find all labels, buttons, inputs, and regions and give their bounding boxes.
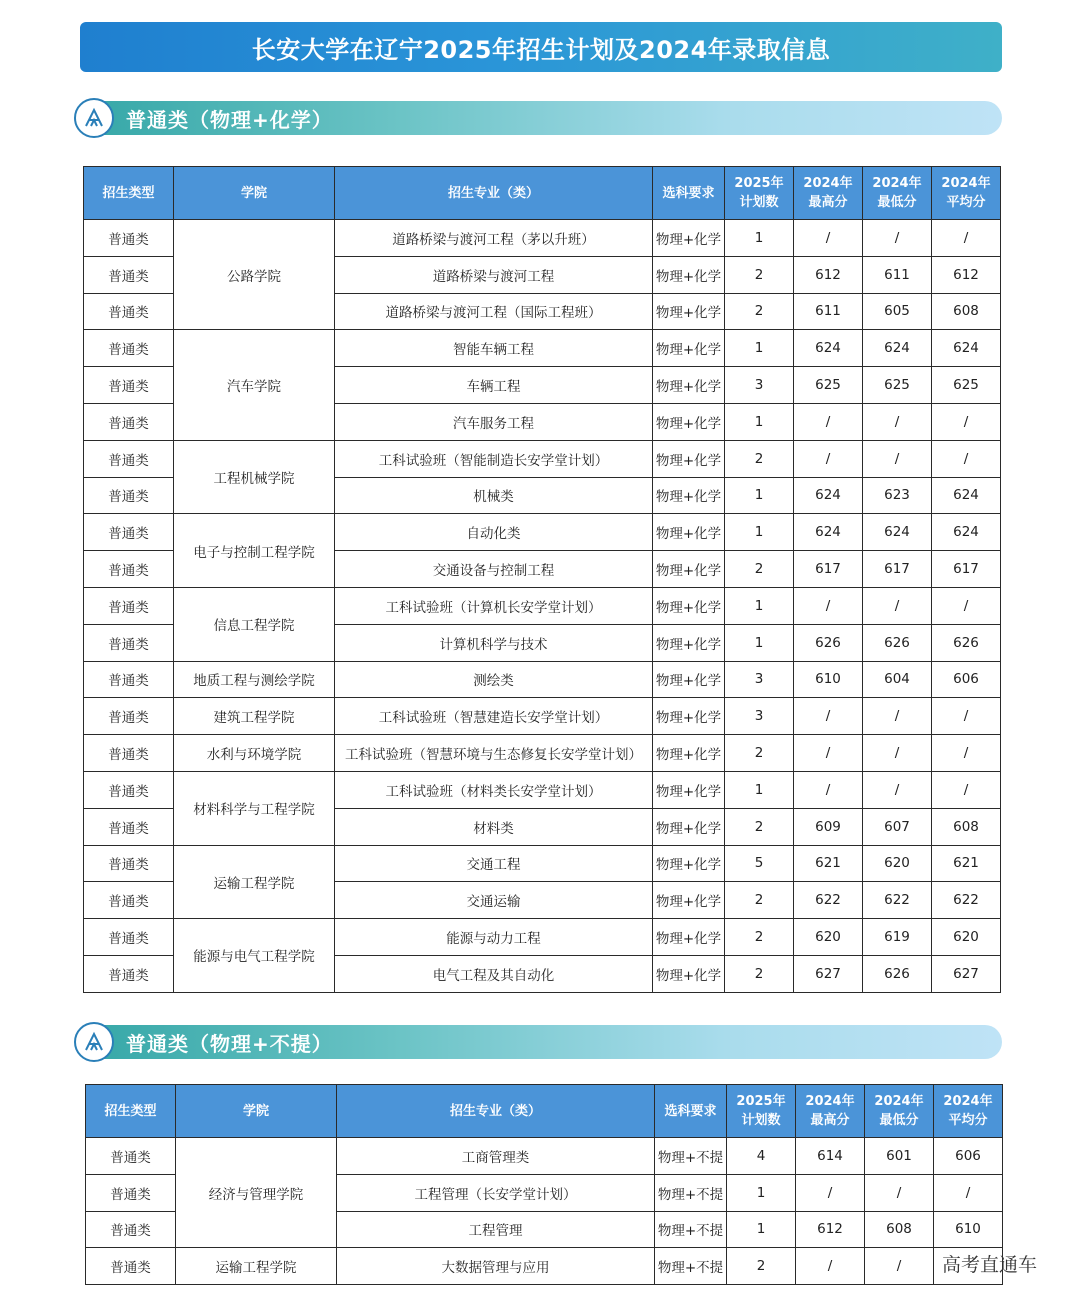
header-line: 选科要求 bbox=[664, 1103, 717, 1119]
cell-type: 普通类 bbox=[84, 440, 174, 477]
cell-type: 普通类 bbox=[84, 661, 174, 698]
cell-subject: 物理+化学 bbox=[653, 771, 725, 808]
cell-subject: 物理+化学 bbox=[653, 367, 725, 404]
cell-major: 交通工程 bbox=[335, 845, 653, 882]
cell-min: 607 bbox=[863, 808, 932, 845]
cell-max: / bbox=[794, 771, 863, 808]
table-row bbox=[84, 587, 1001, 624]
cell-avg: 624 bbox=[932, 514, 1001, 551]
cell-college: 能源与电气工程学院 bbox=[174, 919, 335, 993]
header-min-2024 bbox=[863, 167, 932, 220]
cell-college: 运输工程学院 bbox=[176, 1248, 337, 1285]
cell-major: 智能车辆工程 bbox=[335, 330, 653, 367]
cell-subject: 物理+化学 bbox=[653, 845, 725, 882]
cell-min: / bbox=[863, 220, 932, 257]
cell-avg: 621 bbox=[932, 845, 1001, 882]
header-line: 计划数 bbox=[741, 1113, 781, 1128]
cell-plan: 3 bbox=[725, 661, 794, 698]
cell-subject: 物理+化学 bbox=[653, 808, 725, 845]
cell-type: 普通类 bbox=[84, 698, 174, 735]
cell-type: 普通类 bbox=[84, 808, 174, 845]
cell-type: 普通类 bbox=[84, 256, 174, 293]
cell-subject: 物理+化学 bbox=[653, 919, 725, 956]
cell-subject: 物理+化学 bbox=[653, 514, 725, 551]
cell-max: 624 bbox=[794, 330, 863, 367]
cell-plan: 2 bbox=[725, 293, 794, 330]
section-header-physics-any bbox=[80, 1025, 1002, 1059]
header-line: 招生类型 bbox=[102, 185, 155, 201]
cell-type: 普通类 bbox=[86, 1211, 176, 1248]
cell-max: 612 bbox=[794, 256, 863, 293]
cell-avg: 622 bbox=[932, 882, 1001, 919]
section-title: 普通类（物理+不提） bbox=[126, 1031, 333, 1056]
cell-min: 626 bbox=[863, 624, 932, 661]
cell-plan: 1 bbox=[725, 771, 794, 808]
cell-max: 624 bbox=[794, 514, 863, 551]
cell-subject: 物理+化学 bbox=[653, 587, 725, 624]
cell-avg: 608 bbox=[932, 808, 1001, 845]
cell-min: / bbox=[863, 698, 932, 735]
university-logo-icon bbox=[74, 98, 114, 138]
cell-min: 604 bbox=[863, 661, 932, 698]
cell-avg: 627 bbox=[932, 955, 1001, 992]
cell-min: / bbox=[865, 1248, 934, 1285]
cell-avg: / bbox=[932, 771, 1001, 808]
header-college bbox=[176, 1085, 337, 1138]
cell-plan: 2 bbox=[725, 919, 794, 956]
cell-avg: 608 bbox=[932, 293, 1001, 330]
cell-min: 623 bbox=[863, 477, 932, 514]
cell-major: 道路桥梁与渡河工程（国际工程班） bbox=[335, 293, 653, 330]
cell-plan: 1 bbox=[725, 624, 794, 661]
cell-avg: 606 bbox=[932, 661, 1001, 698]
cell-avg: 624 bbox=[932, 330, 1001, 367]
cell-type: 普通类 bbox=[84, 771, 174, 808]
cell-subject: 物理+不提 bbox=[655, 1211, 727, 1248]
cell-subject: 物理+化学 bbox=[653, 955, 725, 992]
cell-subject: 物理+化学 bbox=[653, 256, 725, 293]
cell-avg: / bbox=[934, 1174, 1003, 1211]
table-row bbox=[84, 771, 1001, 808]
cell-major: 工科试验班（计算机长安学堂计划） bbox=[335, 587, 653, 624]
cell-min: 619 bbox=[863, 919, 932, 956]
watermark: 高考直通车 bbox=[942, 1254, 1038, 1276]
cell-subject: 物理+不提 bbox=[655, 1174, 727, 1211]
cell-avg: / bbox=[932, 403, 1001, 440]
header-line: 招生专业（类） bbox=[447, 185, 539, 201]
cell-max: / bbox=[794, 403, 863, 440]
cell-major: 工科试验班（智能制造长安学堂计划） bbox=[335, 440, 653, 477]
cell-avg: 606 bbox=[934, 1138, 1003, 1175]
cell-plan: 1 bbox=[725, 220, 794, 257]
cell-type: 普通类 bbox=[86, 1248, 176, 1285]
cell-avg: 625 bbox=[932, 367, 1001, 404]
cell-major: 交通设备与控制工程 bbox=[335, 551, 653, 588]
cell-subject: 物理+化学 bbox=[653, 330, 725, 367]
cell-max: 627 bbox=[794, 955, 863, 992]
header-avg-2024 bbox=[934, 1085, 1003, 1138]
header-subject bbox=[655, 1085, 727, 1138]
cell-plan: 1 bbox=[725, 403, 794, 440]
cell-subject: 物理+不提 bbox=[655, 1138, 727, 1175]
cell-type: 普通类 bbox=[84, 919, 174, 956]
header-plan-2025 bbox=[727, 1085, 796, 1138]
cell-min: 608 bbox=[865, 1211, 934, 1248]
cell-type: 普通类 bbox=[84, 551, 174, 588]
cell-type: 普通类 bbox=[84, 882, 174, 919]
cell-plan: 2 bbox=[725, 808, 794, 845]
cell-type: 普通类 bbox=[84, 293, 174, 330]
cell-type: 普通类 bbox=[84, 403, 174, 440]
cell-plan: 1 bbox=[727, 1174, 796, 1211]
cell-subject: 物理+化学 bbox=[653, 220, 725, 257]
cell-plan: 4 bbox=[727, 1138, 796, 1175]
cell-plan: 1 bbox=[725, 330, 794, 367]
cell-major: 道路桥梁与渡河工程 bbox=[335, 256, 653, 293]
header-min-2024 bbox=[865, 1085, 934, 1138]
cell-major: 机械类 bbox=[335, 477, 653, 514]
table-row bbox=[84, 919, 1001, 956]
cell-subject: 物理+化学 bbox=[653, 293, 725, 330]
cell-major: 工科试验班（智慧环境与生态修复长安学堂计划） bbox=[335, 735, 653, 772]
cell-min: 601 bbox=[865, 1138, 934, 1175]
cell-min: 626 bbox=[863, 955, 932, 992]
cell-max: 614 bbox=[796, 1138, 865, 1175]
header-line: 平均分 bbox=[948, 1113, 988, 1128]
cell-subject: 物理+化学 bbox=[653, 624, 725, 661]
header-subject bbox=[653, 167, 725, 220]
header-line: 2024年 bbox=[874, 1094, 924, 1109]
cell-subject: 物理+化学 bbox=[653, 882, 725, 919]
cell-major: 电气工程及其自动化 bbox=[335, 955, 653, 992]
cell-avg: / bbox=[932, 735, 1001, 772]
cell-college: 材料科学与工程学院 bbox=[174, 771, 335, 845]
cell-type: 普通类 bbox=[84, 587, 174, 624]
cell-avg: 620 bbox=[932, 919, 1001, 956]
header-line: 最高分 bbox=[808, 195, 848, 210]
cell-min: 617 bbox=[863, 551, 932, 588]
cell-plan: 1 bbox=[725, 477, 794, 514]
cell-college: 运输工程学院 bbox=[174, 845, 335, 919]
cell-min: / bbox=[863, 735, 932, 772]
header-line: 2025年 bbox=[734, 176, 784, 191]
cell-plan: 2 bbox=[725, 551, 794, 588]
cell-type: 普通类 bbox=[84, 845, 174, 882]
cell-max: 626 bbox=[794, 624, 863, 661]
header-line: 学院 bbox=[240, 185, 267, 201]
table-header-row bbox=[86, 1085, 1003, 1138]
cell-subject: 物理+化学 bbox=[653, 698, 725, 735]
section-title: 普通类（物理+化学） bbox=[126, 107, 333, 132]
cell-type: 普通类 bbox=[84, 624, 174, 661]
cell-plan: 2 bbox=[725, 256, 794, 293]
header-plan-2025 bbox=[725, 167, 794, 220]
header-avg-2024 bbox=[932, 167, 1001, 220]
cell-major: 自动化类 bbox=[335, 514, 653, 551]
cell-min: / bbox=[863, 440, 932, 477]
header-line: 计划数 bbox=[739, 195, 779, 210]
cell-college: 电子与控制工程学院 bbox=[174, 514, 335, 588]
cell-major: 工商管理类 bbox=[337, 1138, 655, 1175]
table-row bbox=[84, 735, 1001, 772]
cell-min: 605 bbox=[863, 293, 932, 330]
cell-avg: / bbox=[932, 587, 1001, 624]
cell-college: 信息工程学院 bbox=[174, 587, 335, 661]
header-line: 选科要求 bbox=[662, 185, 715, 201]
cell-max: 609 bbox=[794, 808, 863, 845]
cell-plan: 1 bbox=[727, 1211, 796, 1248]
cell-avg: 624 bbox=[932, 477, 1001, 514]
cell-max: / bbox=[794, 440, 863, 477]
cell-max: / bbox=[794, 587, 863, 624]
cell-max: 621 bbox=[794, 845, 863, 882]
cell-min: 625 bbox=[863, 367, 932, 404]
cell-major: 工科试验班（材料类长安学堂计划） bbox=[335, 771, 653, 808]
header-line: 2024年 bbox=[805, 1094, 855, 1109]
cell-avg: 612 bbox=[932, 256, 1001, 293]
cell-avg: / bbox=[932, 440, 1001, 477]
cell-max: 620 bbox=[794, 919, 863, 956]
cell-avg: / bbox=[932, 698, 1001, 735]
header-line: 招生类型 bbox=[104, 1103, 157, 1119]
table-row bbox=[86, 1138, 1003, 1175]
cell-plan: 2 bbox=[725, 735, 794, 772]
cell-avg: / bbox=[932, 220, 1001, 257]
cell-college: 公路学院 bbox=[174, 220, 335, 330]
cell-max: 617 bbox=[794, 551, 863, 588]
header-major bbox=[337, 1085, 655, 1138]
cell-type: 普通类 bbox=[84, 955, 174, 992]
cell-type: 普通类 bbox=[84, 220, 174, 257]
header-major bbox=[335, 167, 653, 220]
cell-plan: 2 bbox=[725, 440, 794, 477]
cell-college: 经济与管理学院 bbox=[176, 1138, 337, 1248]
header-line: 最低分 bbox=[877, 195, 917, 210]
cell-subject: 物理+化学 bbox=[653, 440, 725, 477]
header-line: 2024年 bbox=[803, 176, 853, 191]
header-college bbox=[174, 167, 335, 220]
cell-max: / bbox=[794, 698, 863, 735]
cell-college: 地质工程与测绘学院 bbox=[174, 661, 335, 698]
cell-major: 工程管理（长安学堂计划） bbox=[337, 1174, 655, 1211]
cell-college: 建筑工程学院 bbox=[174, 698, 335, 735]
cell-plan: 2 bbox=[727, 1248, 796, 1285]
header-line: 平均分 bbox=[946, 195, 986, 210]
cell-major: 汽车服务工程 bbox=[335, 403, 653, 440]
header-line: 2024年 bbox=[872, 176, 922, 191]
title-banner bbox=[80, 22, 1002, 72]
cell-subject: 物理+不提 bbox=[655, 1248, 727, 1285]
cell-subject: 物理+化学 bbox=[653, 477, 725, 514]
page-title: 长安大学在辽宁2025年招生计划及2024年录取信息 bbox=[251, 35, 831, 64]
cell-min: / bbox=[863, 771, 932, 808]
cell-max: 612 bbox=[796, 1211, 865, 1248]
cell-subject: 物理+化学 bbox=[653, 661, 725, 698]
header-line: 最低分 bbox=[879, 1113, 919, 1128]
cell-plan: 1 bbox=[725, 514, 794, 551]
cell-subject: 物理+化学 bbox=[653, 735, 725, 772]
cell-major: 工程管理 bbox=[337, 1211, 655, 1248]
table-row bbox=[84, 661, 1001, 698]
cell-college: 水利与环境学院 bbox=[174, 735, 335, 772]
cell-plan: 1 bbox=[725, 587, 794, 624]
cell-plan: 5 bbox=[725, 845, 794, 882]
cell-major: 工科试验班（智慧建造长安学堂计划） bbox=[335, 698, 653, 735]
cell-college: 汽车学院 bbox=[174, 330, 335, 440]
cell-type: 普通类 bbox=[84, 367, 174, 404]
cell-type: 普通类 bbox=[86, 1138, 176, 1175]
cell-major: 材料类 bbox=[335, 808, 653, 845]
cell-min: 624 bbox=[863, 514, 932, 551]
cell-max: 611 bbox=[794, 293, 863, 330]
header-line: 招生专业（类） bbox=[449, 1103, 541, 1119]
header-line: 学院 bbox=[242, 1103, 269, 1119]
cell-plan: 2 bbox=[725, 882, 794, 919]
cell-min: 611 bbox=[863, 256, 932, 293]
cell-max: / bbox=[794, 220, 863, 257]
cell-type: 普通类 bbox=[84, 514, 174, 551]
header-type bbox=[86, 1085, 176, 1138]
header-line: 2024年 bbox=[943, 1094, 993, 1109]
cell-max: 624 bbox=[794, 477, 863, 514]
section-header-physics-chemistry bbox=[80, 101, 1002, 135]
admission-table-physics-any bbox=[85, 1084, 1003, 1285]
cell-avg: 610 bbox=[934, 1211, 1003, 1248]
header-max-2024 bbox=[796, 1085, 865, 1138]
table-row bbox=[84, 698, 1001, 735]
header-line: 最高分 bbox=[810, 1113, 850, 1128]
cell-plan: 3 bbox=[725, 698, 794, 735]
cell-max: 625 bbox=[794, 367, 863, 404]
header-type bbox=[84, 167, 174, 220]
table-header-row bbox=[84, 167, 1001, 220]
cell-major: 测绘类 bbox=[335, 661, 653, 698]
cell-min: / bbox=[863, 403, 932, 440]
cell-major: 交通运输 bbox=[335, 882, 653, 919]
cell-max: / bbox=[794, 735, 863, 772]
cell-major: 计算机科学与技术 bbox=[335, 624, 653, 661]
table-row bbox=[84, 845, 1001, 882]
university-logo-icon bbox=[74, 1022, 114, 1062]
cell-max: 622 bbox=[794, 882, 863, 919]
cell-type: 普通类 bbox=[84, 477, 174, 514]
cell-major: 道路桥梁与渡河工程（茅以升班） bbox=[335, 220, 653, 257]
cell-type: 普通类 bbox=[84, 735, 174, 772]
cell-plan: 3 bbox=[725, 367, 794, 404]
table-row bbox=[84, 220, 1001, 257]
cell-type: 普通类 bbox=[86, 1174, 176, 1211]
header-line: 2025年 bbox=[736, 1094, 786, 1109]
cell-min: / bbox=[863, 587, 932, 624]
table-row bbox=[84, 330, 1001, 367]
cell-max: / bbox=[796, 1248, 865, 1285]
cell-min: / bbox=[865, 1174, 934, 1211]
cell-major: 大数据管理与应用 bbox=[337, 1248, 655, 1285]
cell-major: 车辆工程 bbox=[335, 367, 653, 404]
cell-major: 能源与动力工程 bbox=[335, 919, 653, 956]
table-row bbox=[84, 514, 1001, 551]
cell-type: 普通类 bbox=[84, 330, 174, 367]
table-row bbox=[84, 440, 1001, 477]
cell-max: 610 bbox=[794, 661, 863, 698]
cell-subject: 物理+化学 bbox=[653, 551, 725, 588]
cell-min: 622 bbox=[863, 882, 932, 919]
header-max-2024 bbox=[794, 167, 863, 220]
table-row bbox=[86, 1248, 1003, 1285]
cell-avg: 626 bbox=[932, 624, 1001, 661]
cell-college: 工程机械学院 bbox=[174, 440, 335, 514]
cell-max: / bbox=[796, 1174, 865, 1211]
cell-plan: 2 bbox=[725, 955, 794, 992]
admission-table-physics-chemistry bbox=[83, 166, 1001, 993]
header-line: 2024年 bbox=[941, 176, 991, 191]
cell-min: 620 bbox=[863, 845, 932, 882]
cell-avg: 617 bbox=[932, 551, 1001, 588]
cell-min: 624 bbox=[863, 330, 932, 367]
cell-subject: 物理+化学 bbox=[653, 403, 725, 440]
